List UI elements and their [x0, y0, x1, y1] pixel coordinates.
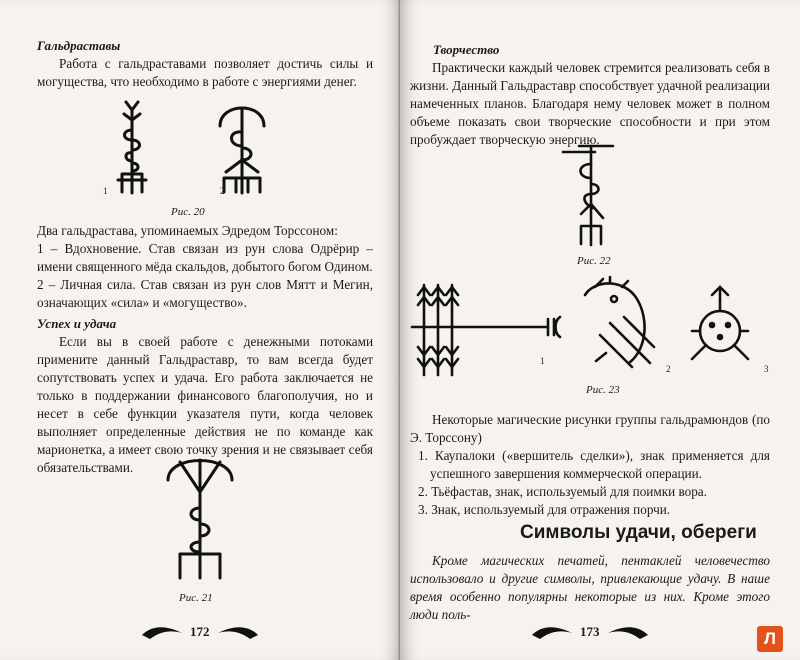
- figure-22-stave-icon: [555, 140, 625, 250]
- stave-inspiration-icon: [118, 102, 146, 193]
- figure-20-staves: [100, 98, 300, 198]
- figure-21-stave-icon: [150, 450, 250, 590]
- thief-stave-icon: [585, 277, 654, 367]
- list-item: 2. Тьёфастав, знак, используемый для поимки вора.: [418, 484, 707, 499]
- fig22-caption: Рис. 22: [577, 255, 611, 267]
- protection-stave-icon: [692, 287, 748, 359]
- paragraph-galdrastavy: Работа с гальдраставами позволяет достичь силы и могущества, что необходимо в работе с энергиями денег.: [37, 56, 373, 89]
- fig21-caption: Рис. 21: [179, 592, 213, 604]
- fig23-caption: Рис. 23: [586, 384, 620, 396]
- kaupaloki-icon: [412, 285, 560, 375]
- heading-success: Успех и удача: [37, 316, 117, 331]
- right-page: [400, 0, 800, 660]
- page-number-173: 173: [580, 624, 600, 639]
- ornament-right-icon: [216, 625, 260, 639]
- paragraph-two-staves: Два гальдраставa, упоминаемых Эдредом Торссоном: 1 – Вдохновение. Став связан из рун слова Одрёрир – имени священного мёда скальдов, добытого богом Одином. 2 – Личная сила. Став связан из рун слов Мятт и Мегин, означающих «сила» и «могущество».: [37, 223, 373, 310]
- list-item: 1. Каупалоки («вершитель сделки»), знак применяется для успешного завершения коммерческой операции.: [418, 448, 770, 481]
- publisher-logo: Л: [757, 626, 783, 652]
- right-footer: [530, 624, 650, 640]
- fig23-label-1: 1: [540, 356, 545, 366]
- galdramyndir-list: [410, 447, 770, 519]
- fig20-label-1: 1: [103, 186, 108, 196]
- heading-luck-symbols: Символы удачи, обереги: [520, 522, 757, 543]
- ornament-left-icon: [140, 625, 184, 639]
- paragraph-creativity: Практически каждый человек стремится реализовать себя в жизни. Данный Гальдраставр способствует удачной реализации намеченных планов. Благодаря нему человек может в полном объеме показать свои творческие способности и при этом пробуждает творческую энергию.: [410, 60, 770, 147]
- paragraph-success: Если вы в своей работе с денежными потоками примените данный Гальдраставр, то вам всегда будет сопутствовать успех и удача. Его работа заключается не только в поддержании финансового благополучия, но и несет в себе функции указателя пути, когда человек выполняет определенные действия не по команде как марионетка, а имеет свою точку зрения и не связывает себя обязательствами.: [37, 334, 373, 475]
- heading-galdrastavy: Гальдраставы: [37, 38, 121, 53]
- paragraph-galdramyndir: Некоторые магические рисунки группы гальдрамюндов (по Э. Торссону) 1. Каупалоки («вершитель сделки»), знак применяется для успешного завершения коммерческой операции. 2. Тьёфастав, знак, используемый для поимки вора. 3. Знак, используемый для отражения порчи.: [410, 412, 770, 517]
- fig23-label-3: 3: [764, 364, 769, 374]
- heading-creativity: Творчество: [433, 42, 500, 57]
- fig23-label-2: 2: [666, 364, 671, 374]
- fig20-caption: Рис. 20: [171, 206, 205, 218]
- ornament-right-icon: [606, 625, 650, 639]
- list-item: 3. Знак, используемый для отражения порчи.: [418, 502, 671, 517]
- left-footer: [140, 624, 260, 640]
- ornament-left-icon: [530, 625, 574, 639]
- paragraph-luck-symbols: Кроме магических печатей, пентаклей человечество использовало и другие символы, привлекающие удачу. В наше время особенно популярны некоторые из них. Кроме этого люди поль-: [410, 553, 770, 622]
- fig20-label-2: 2: [220, 186, 225, 196]
- stave-personal-power-icon: [220, 108, 264, 193]
- page-number-172: 172: [190, 624, 210, 639]
- figure-23-staves: [410, 275, 790, 380]
